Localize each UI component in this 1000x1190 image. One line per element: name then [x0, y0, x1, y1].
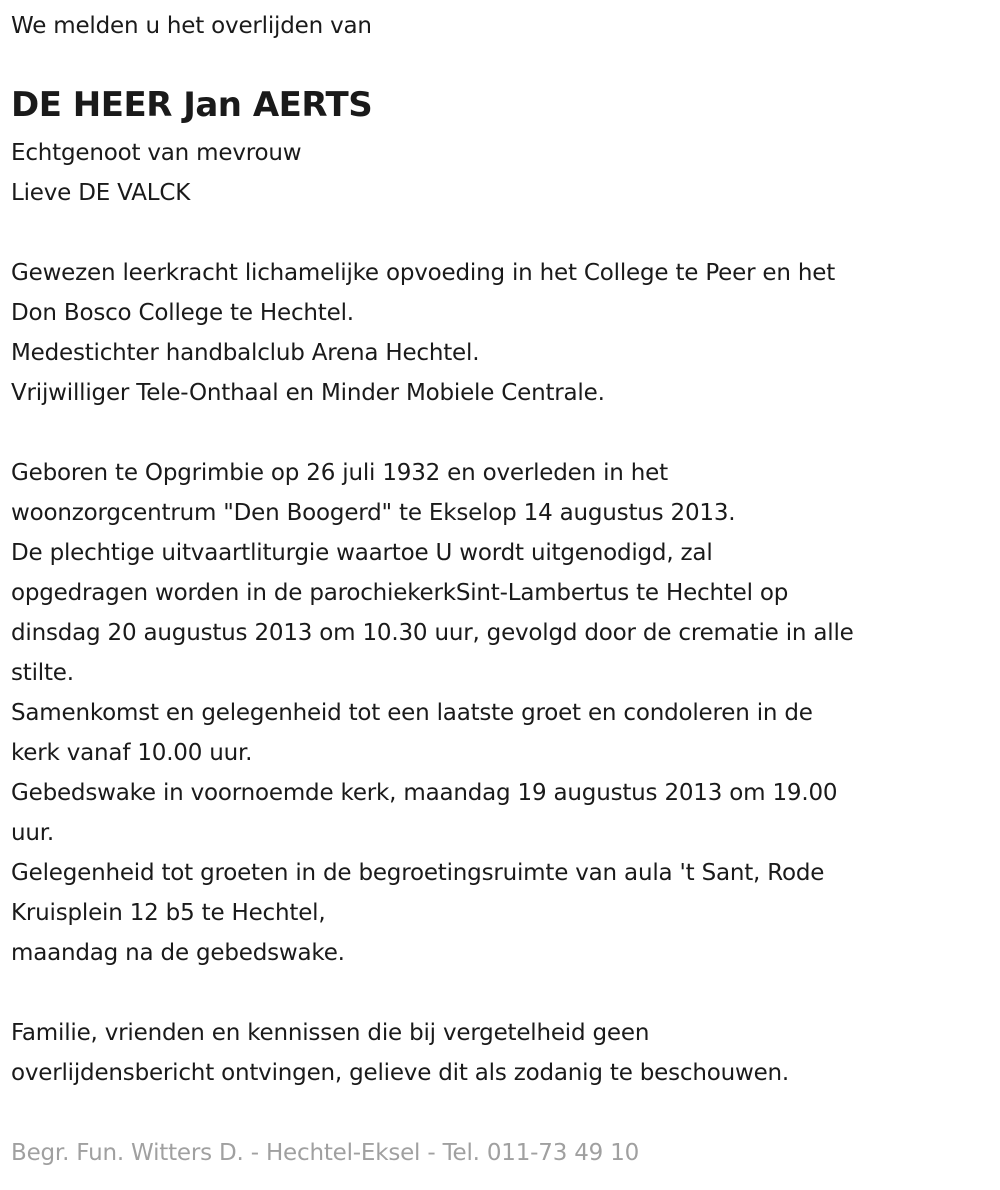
career-block — [11, 253, 835, 413]
details-line: opgedragen worden in de parochiekerkSint-Lambertus te Hechtel op — [11, 580, 789, 606]
closing-block — [11, 1013, 789, 1093]
details-line: Kruisplein 12 b5 te Hechtel, — [11, 900, 326, 926]
intro-text: We melden u het overlijden van — [11, 13, 372, 39]
spouse-line: Lieve DE VALCK — [11, 180, 191, 206]
details-line: woonzorgcentrum "Den Boogerd" te Ekselop 14 augustus 2013. — [11, 500, 736, 526]
spouse-block — [11, 133, 301, 213]
details-line: Gelegenheid tot groeten in de begroetingsruimte van aula 't Sant, Rode — [11, 860, 825, 886]
details-line: uur. — [11, 820, 55, 846]
career-line: Don Bosco College te Hechtel. — [11, 300, 354, 326]
details-block — [11, 453, 854, 973]
details-line: kerk vanaf 10.00 uur. — [11, 740, 253, 766]
details-line: maandag na de gebedswake. — [11, 940, 345, 966]
career-line: Vrijwilliger Tele-Onthaal en Minder Mobiele Centrale. — [11, 380, 605, 406]
details-line: stilte. — [11, 660, 74, 686]
career-line: Medestichter handbalclub Arena Hechtel. — [11, 340, 480, 366]
details-line: dinsdag 20 augustus 2013 om 10.30 uur, gevolgd door de crematie in alle — [11, 620, 854, 646]
spouse-line: Echtgenoot van mevrouw — [11, 140, 302, 166]
details-line: De plechtige uitvaartliturgie waartoe U wordt uitgenodigd, zal — [11, 540, 713, 566]
career-line: Gewezen leerkracht lichamelijke opvoeding in het College te Peer en het — [11, 260, 836, 286]
closing-line: Familie, vrienden en kennissen die bij vergetelheid geen — [11, 1020, 650, 1046]
deceased-name: DE HEER Jan AERTS — [11, 85, 373, 125]
details-line: Samenkomst en gelegenheid tot een laatste groet en condoleren in de — [11, 700, 813, 726]
funeral-home-footer: Begr. Fun. Witters D. - Hechtel-Eksel - Tel. 011-73 49 10 — [11, 1140, 640, 1166]
details-line: Gebedswake in voornoemde kerk, maandag 19 augustus 2013 om 19.00 — [11, 780, 838, 806]
details-line: Geboren te Opgrimbie op 26 juli 1932 en overleden in het — [11, 460, 668, 486]
closing-line: overlijdensbericht ontvingen, gelieve dit als zodanig te beschouwen. — [11, 1060, 790, 1086]
